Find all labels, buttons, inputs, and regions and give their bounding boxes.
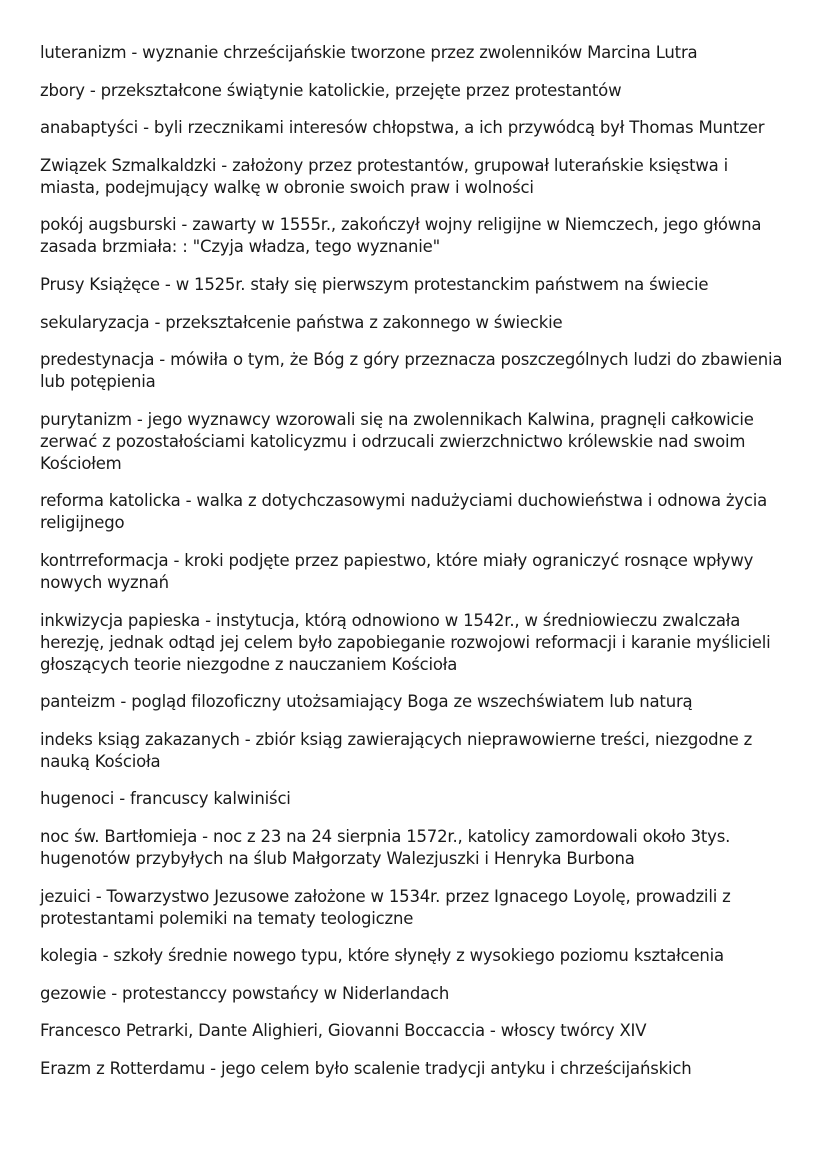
definition-panteizm: panteizm - pogląd filozoficzny utożsamiający Boga ze wszechświatem lub naturą [40,692,693,712]
definition-predestynacja: predestynacja - mówiła o tym, że Bóg z góry przeznacza poszczególnych ludzi do zbawienia lub potępienia [40,350,783,392]
definition-purytanizm: purytanizm - jego wyznawcy wzorowali się na zwolennikach Kalwina, pragnęli całkowicie zerwać z pozostałościami katolicyzmu i odrzucali zwierzchnictwo królewskie nad swoim Kościołem [40,409,754,473]
definition-erazm-z-rotterdamu: Erazm z Rotterdamu - jego celem było scalenie tradycji antyku i chrześcijańskich [40,1058,692,1078]
definition-luteranizm: luteranizm - wyznanie chrześcijańskie tworzone przez zwolenników Marcina Lutra [40,43,698,62]
definition-kolegia: kolegia - szkoły średnie nowego typu, które słynęły z wysokiego poziomu kształcenia [40,946,724,966]
definition-prusy-ksiazece: Prusy Książęce - w 1525r. stały się pierwszym protestanckim państwem na świecie [40,274,709,294]
definition-pokoj-augsburski: pokój augsburski - zawarty w 1555r., zakończył wojny religijne w Niemczech, jego główna zasada brzmiała: : "Czyja władza, tego wyznanie" [40,215,762,257]
definition-indeks-ksiag-zakazanych: indeks ksiąg zakazanych - zbiór ksiąg zawierających nieprawowierne treści, niezgodne z nauką Kościoła [40,729,753,771]
definition-anabaptysci: anabaptyści - byli rzecznikami interesów chłopstwa, a ich przywódcą był Thomas Muntzer [40,118,765,138]
definition-inkwizycja-papieska: inkwizycja papieska - instytucja, którą odnowiono w 1542r., w średniowieczu zwalczała herezję, jednak odtąd jej celem było zapobieganie rozwojowi reformacji i karanie myślicieli głoszących teorie niezgodne z nauczaniem Kościoła [40,610,771,674]
definition-reforma-katolicka: reforma katolicka - walka z dotychczasowymi nadużyciami duchowieństwa i odnowa życia religijnego [40,491,768,533]
definition-kontrreformacja: kontrreformacja - kroki podjęte przez papiestwo, które miały ograniczyć rosnące wpływy nowych wyznań [40,550,754,592]
definition-gezowie: gezowie - protestanccy powstańcy w Niderlandach [40,983,450,1003]
definition-tworcy-wloscy: Francesco Petrarki, Dante Alighieri, Giovanni Boccaccia - włoscy twórcy XIV [40,1021,647,1041]
definition-zwiazek-szmalkaldzki: Związek Szmalkaldzki - założony przez protestantów, grupował luterańskie księstwa i miasta, podejmujący walkę w obronie swoich praw i wolności [40,155,728,197]
definition-noc-sw-bartlomieja: noc św. Bartłomieja - noc z 23 na 24 sierpnia 1572r., katolicy zamordowali około 3tys. hugenotów przybyłych na ślub Małgorzaty Walezjuszki i Henryka Burbona [40,826,731,868]
definition-zbory: zbory - przekształcone świątynie katolickie, przejęte przez protestantów [40,80,622,100]
definition-sekularyzacja: sekularyzacja - przekształcenie państwa z zakonnego w świeckie [40,312,563,332]
definition-jezuici: jezuici - Towarzystwo Jezusowe założone w 1534r. przez Ignacego Loyolę, prowadzili z protestantami polemiki na tematy teologiczne [40,886,731,928]
definition-hugenoci: hugenoci - francuscy kalwiniści [40,789,291,809]
